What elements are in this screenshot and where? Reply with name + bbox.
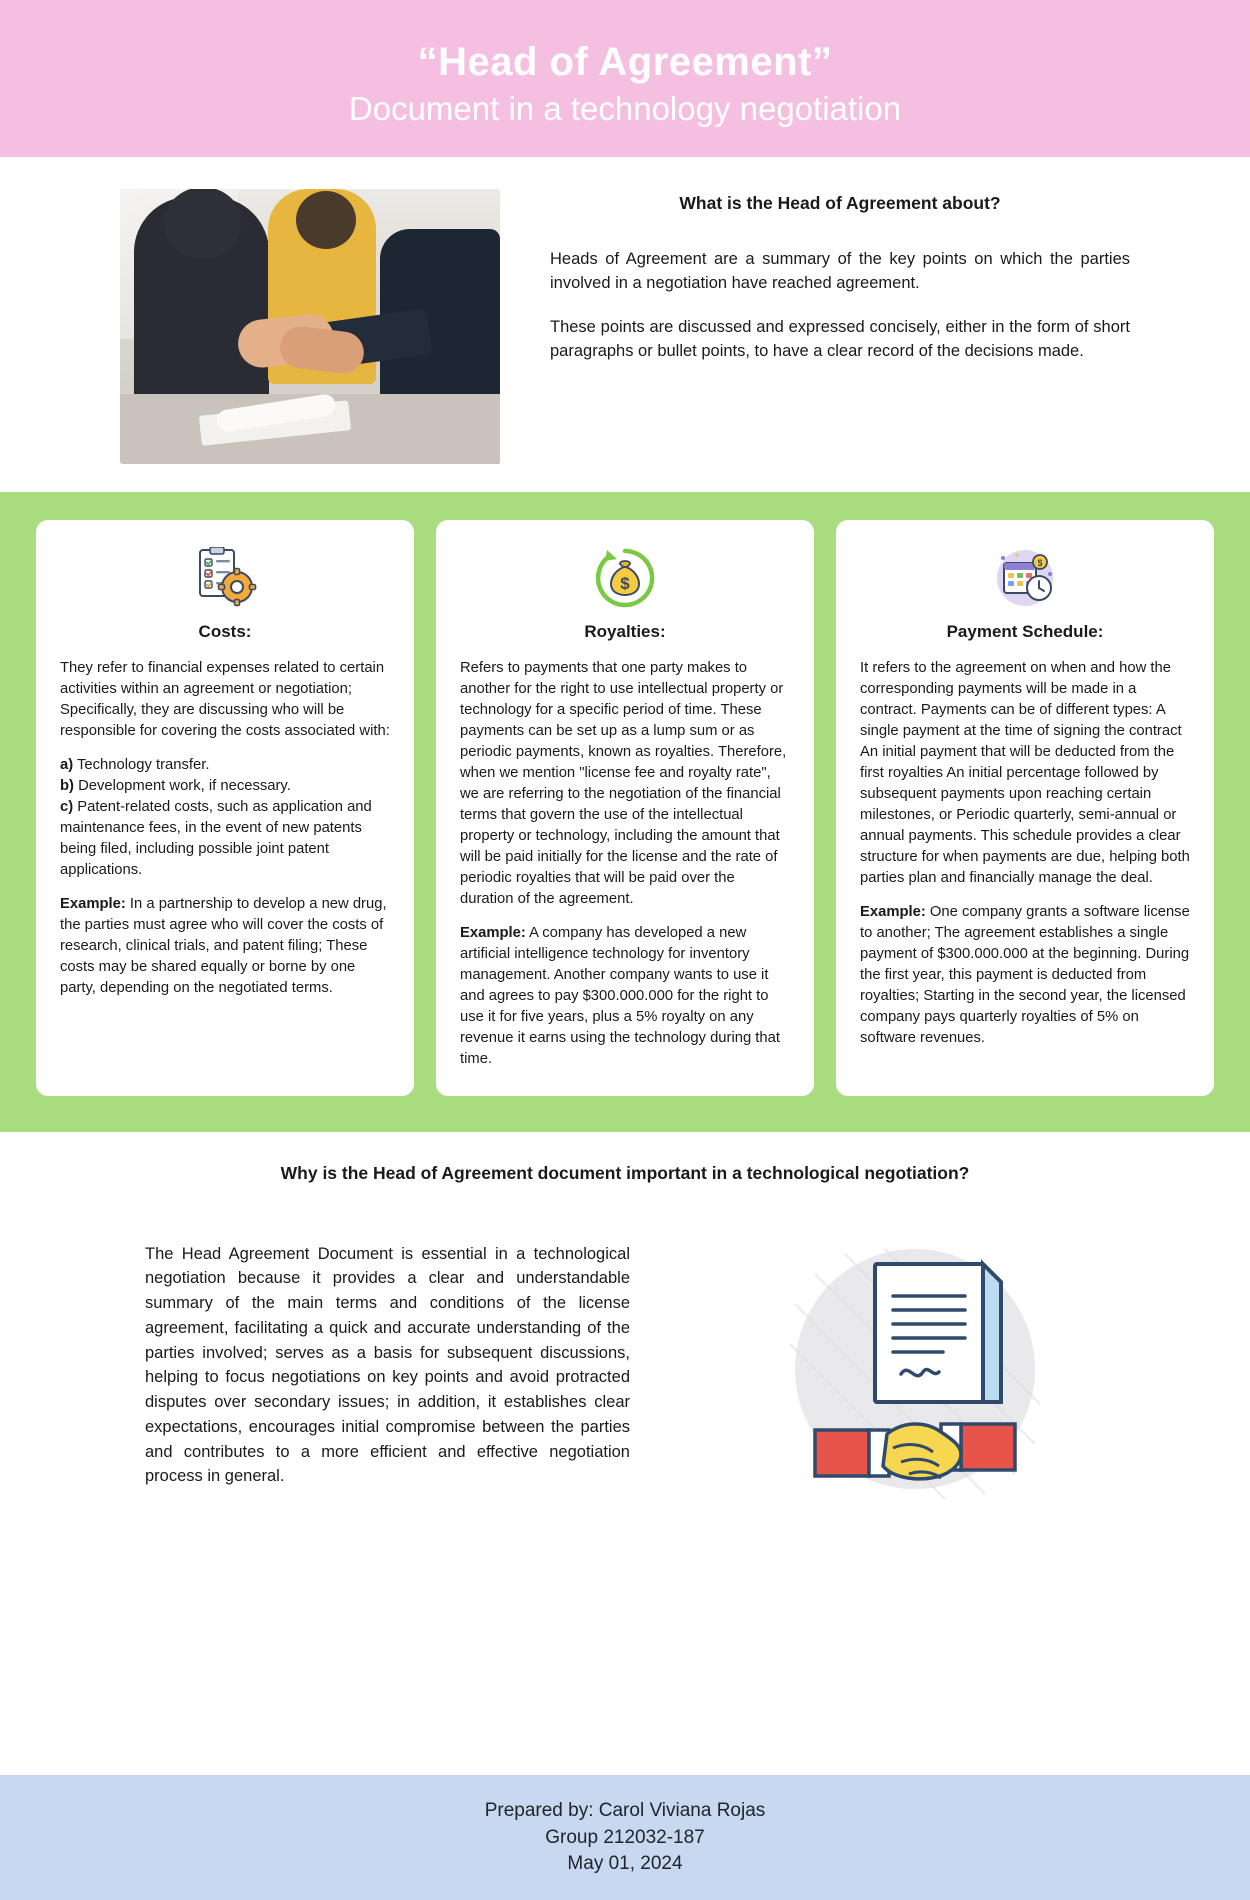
- intro-paragraph-1: Heads of Agreement are a summary of the key points on which the parties involved in a negotiation have reached agreement.: [550, 250, 1130, 292]
- card-payment-schedule-intro: It refers to the agreement on when and how the corresponding payments will be made in a contract. Payments can be of different types: A single payment at the time of signing the contract An initial payment that will be deducted from the first royalties An initial percentage followed by subsequent payments upon reaching certain milestones, or Periodic quarterly, semi-annual or annual payments. This schedule provides a clear structure for when payments are due, helping both parties plan and financially manage the deal.: [860, 660, 1190, 886]
- card-payment-schedule-title: Payment Schedule:: [946, 622, 1104, 641]
- checklist-gear-icon: [60, 542, 390, 614]
- svg-text:$: $: [1037, 558, 1043, 568]
- card-costs: [36, 520, 414, 1096]
- why-text: The Head Agreement Document is essential in a technological negotiation because it provides a clear and understandable summary of the main terms and conditions of the license agreement, facilitating a quick and accurate understanding of the parties involved; serves as a basis for subsequent discussions, helping to focus negotiations on key points and avoid protracted disputes over secondary issues; in addition, it establishes clear expectations, encourages initial compromise between the parties and contributes to a more efficient and effective negotiation process in general.: [145, 1244, 630, 1486]
- why-section: [0, 1132, 1250, 1514]
- card-costs-body: [60, 658, 390, 999]
- money-bag-refresh-icon: [460, 542, 790, 614]
- footer-group: Group 212032-187: [545, 1826, 705, 1848]
- card-costs-title: Costs:: [198, 622, 252, 641]
- handshake-meeting-photo: [120, 189, 500, 464]
- footer-date: May 01, 2024: [567, 1853, 683, 1875]
- card-payment-schedule-body: [860, 658, 1190, 1049]
- card-costs-example: [60, 894, 390, 999]
- contract-signing-handshake-illustration: [670, 1228, 1160, 1504]
- page-header: [0, 0, 1250, 157]
- card-costs-list: [60, 755, 390, 881]
- intro-section: [0, 157, 1250, 492]
- card-payment-schedule-example: [860, 902, 1190, 1049]
- intro-paragraph-2: These points are discussed and expressed concisely, either in the form of short paragraphs or bullet points, to have a clear record of the decisions made.: [550, 317, 1130, 360]
- intro-text-block: [550, 185, 1190, 364]
- svg-text:$: $: [620, 574, 630, 593]
- concept-cards-section: [0, 492, 1250, 1132]
- why-row: [90, 1228, 1160, 1504]
- card-payment-schedule-example-label: Example:: [860, 904, 926, 920]
- card-costs-example-label: Example:: [60, 896, 126, 912]
- card-royalties-body: [460, 658, 790, 1070]
- card-royalties-example-text: A company has developed a new artificial intelligence technology for inventory management. Another company wants to use it and agrees to pay $300.000.000 for the right to use it for five years, plus a 5% royalty on any revenue it earns using the technology during that time.: [460, 925, 780, 1067]
- card-royalties-example-label: Example:: [460, 925, 526, 941]
- list-label-b: b): [60, 778, 74, 794]
- page-title: “Head of Agreement”: [417, 39, 833, 84]
- page-footer: [0, 1775, 1250, 1900]
- list-label-a: a): [60, 757, 74, 773]
- card-royalties: [436, 520, 814, 1096]
- card-payment-schedule-example-text: One company grants a software license to another; The agreement establishes a single payment of $300.000.000 at the beginning. During the first year, this payment is deducted from royalties; Starting in the second year, the licensed company pays quarterly royalties of 5% on software revenues.: [860, 904, 1190, 1046]
- card-costs-example-text: In a partnership to develop a new drug, the parties must agree who will cover the costs of research, clinical trials, and patent filing; These costs may be shared equally or borne by one party, depending on the negotiated terms.: [60, 896, 387, 996]
- page-subtitle: Document in a technology negotiation: [348, 89, 902, 127]
- intro-heading: What is the Head of Agreement about?: [679, 193, 1001, 213]
- card-royalties-example: [460, 923, 790, 1070]
- card-costs-intro: They refer to financial expenses related to certain activities within an agreement or negotiation; Specifically, they are discussing who will be responsible for covering the costs associated with:: [60, 660, 390, 739]
- list-item-b: Development work, if necessary.: [78, 778, 291, 794]
- why-heading: Why is the Head of Agreement document important in a technological negotiation?: [280, 1163, 970, 1183]
- list-label-c: c): [60, 799, 74, 815]
- footer-prepared-by: Prepared by: Carol Viviana Rojas: [484, 1799, 766, 1821]
- card-royalties-intro: Refers to payments that one party makes to another for the right to use intellectual property or technology for a specific period of time. These payments can be set up as a lump sum or as periodic payments, known as royalties. Therefore, when we mention "license fee and royalty rate", we are referring to the negotiation of the financial terms that govern the use of the intellectual property or technology, including the amount that will be paid initially for the license and the rate of periodic royalties that will be paid over the duration of the agreement.: [460, 660, 787, 907]
- card-royalties-title: Royalties:: [584, 622, 666, 641]
- photo-person-dark-head: [164, 189, 242, 259]
- list-item-a: Technology transfer.: [77, 757, 210, 773]
- photo-person-yellow-head: [296, 191, 356, 249]
- list-item-c: Patent-related costs, such as application and maintenance fees, in the event of new patents being filed, including possible joint patent applications.: [60, 799, 372, 878]
- calendar-coins-clock-icon: [860, 542, 1190, 614]
- card-payment-schedule: [836, 520, 1214, 1096]
